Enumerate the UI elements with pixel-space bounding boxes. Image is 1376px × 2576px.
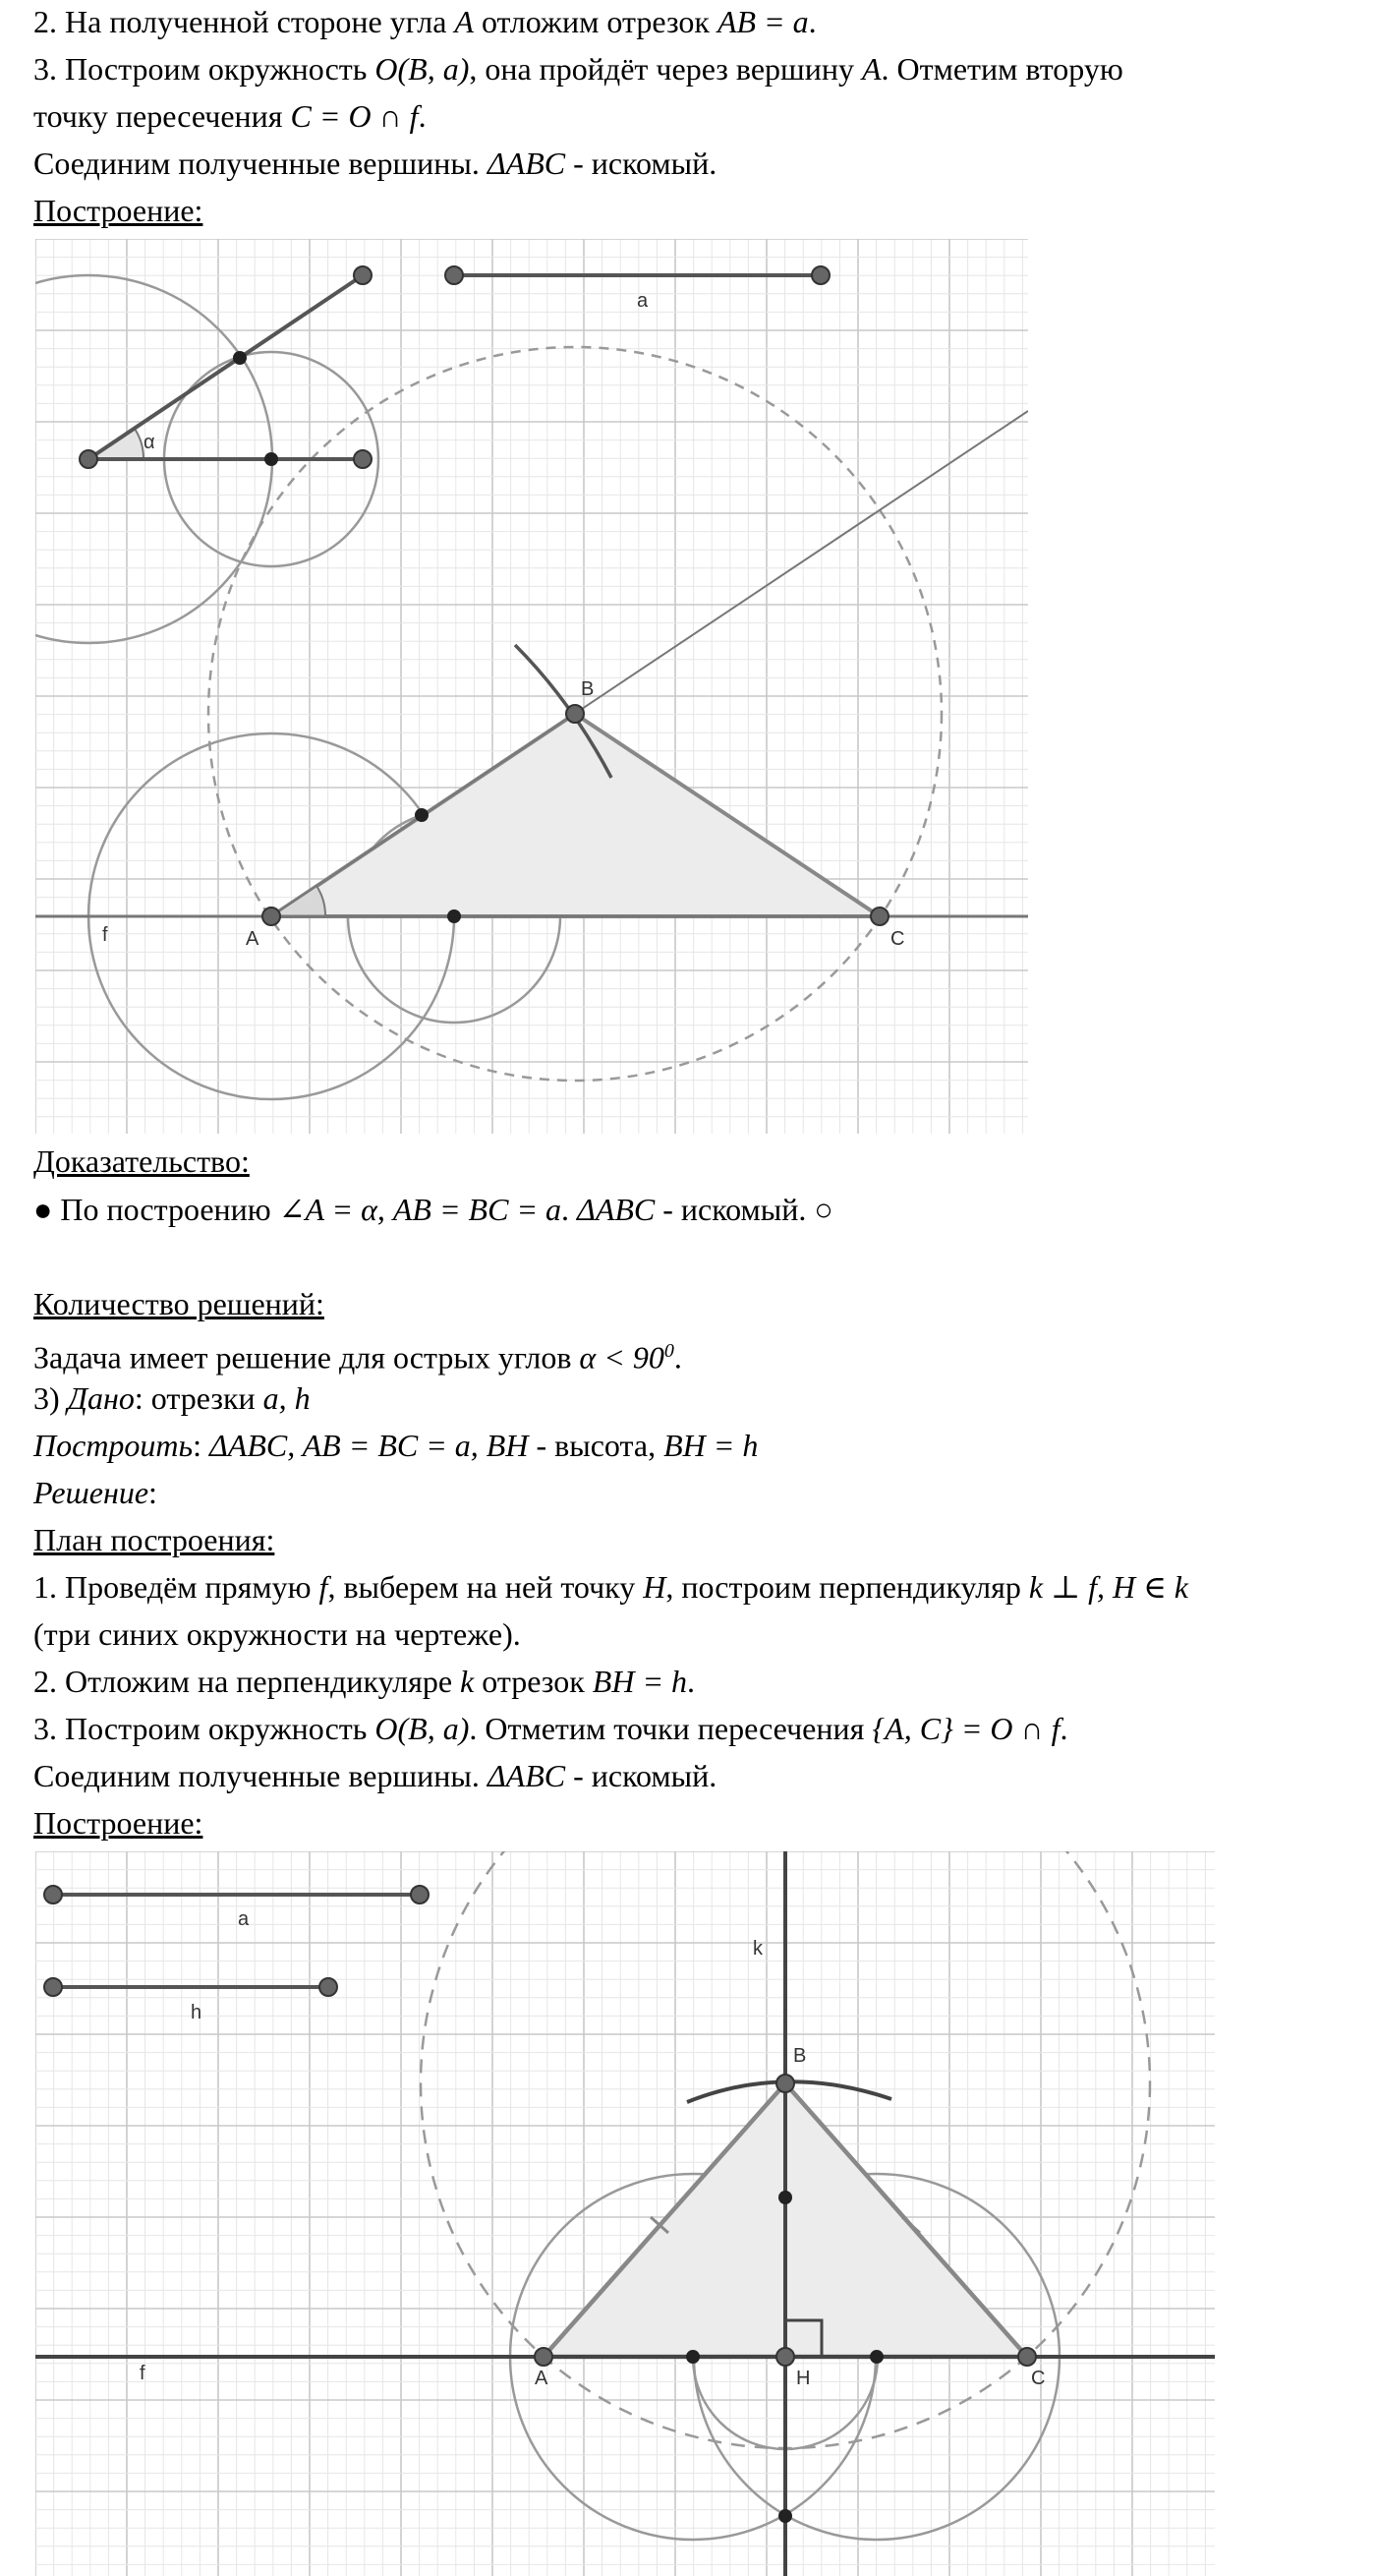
grid-2 xyxy=(35,1851,1215,2576)
point-A-2 xyxy=(535,2348,552,2366)
point-alpha-side-end xyxy=(354,450,372,468)
label-A-2: A xyxy=(535,2368,548,2389)
text-line-step-2: 2. На полученной стороне угла A отложим отрезок AB = a. xyxy=(33,4,817,39)
grid-1 xyxy=(35,239,1028,1134)
point-B xyxy=(566,705,584,723)
triangle-ABC xyxy=(271,714,880,916)
text-line-solutions: Задача имеет решение для острых углов $\alpha < 90^0$. xyxy=(33,1339,682,1376)
point-segment-a-end xyxy=(812,266,830,284)
label-f-2: f xyxy=(140,2363,145,2384)
label-a-2: a xyxy=(238,1908,250,1930)
text-line-plan-1-cont: (три синих окружности на чертеже). xyxy=(33,1616,521,1652)
point-h-start xyxy=(44,1978,62,1996)
point-A xyxy=(262,907,280,925)
point-alpha-ray-end xyxy=(354,266,372,284)
heading-construction-2: Построение: xyxy=(33,1805,203,1841)
point-a-end xyxy=(411,1886,429,1903)
label-a: a xyxy=(637,290,649,312)
point-intersection-3 xyxy=(415,808,429,822)
heading-solutions-count: Количество решений: xyxy=(33,1286,324,1321)
point-segment-a-start xyxy=(445,266,463,284)
point-f-left xyxy=(686,2350,700,2364)
label-alpha: α xyxy=(143,432,155,453)
text-line-plan-2: 2. Отложим на перпендикуляре k отрезок BH = h. xyxy=(33,1664,696,1699)
point-C xyxy=(871,907,889,925)
point-intersection-1 xyxy=(233,351,247,365)
text-line-step-3-cont: точку пересечения C = O ∩ f. xyxy=(33,98,427,134)
heading-plan: План построения: xyxy=(33,1522,275,1557)
point-H xyxy=(776,2348,794,2366)
label-A: A xyxy=(246,928,259,950)
label-f: f xyxy=(102,924,108,946)
text-line-step-3: 3. Построим окружность O(B, a), она пройдёт через вершину A. Отметим вторую xyxy=(33,51,1123,87)
label-B-2: B xyxy=(793,2045,807,2067)
point-perp-bottom xyxy=(778,2509,792,2523)
construction-figure-2 xyxy=(35,1851,1215,2576)
label-H: H xyxy=(796,2368,811,2389)
heading-construction-1: Построение: xyxy=(33,193,203,228)
point-h-end xyxy=(319,1978,337,1996)
text-line-given: 3) Дано: отрезки a, h xyxy=(33,1380,311,1416)
heading-proof: Доказательство: xyxy=(33,1143,250,1179)
point-C-2 xyxy=(1018,2348,1036,2366)
point-B-2 xyxy=(776,2075,794,2092)
point-alpha-vertex xyxy=(80,450,97,468)
point-intersection-4 xyxy=(447,909,461,923)
point-a-start xyxy=(44,1886,62,1903)
label-h: h xyxy=(191,2002,202,2023)
text-line-plan-1: 1. Проведём прямую f, выберем на ней точку H, построим перпендикуляр k ⊥ f, H ∈ k xyxy=(33,1569,1188,1605)
label-B: B xyxy=(581,678,595,700)
label-C-2: C xyxy=(1031,2368,1046,2389)
construction-figure-1 xyxy=(35,239,1028,1134)
label-k: k xyxy=(753,1938,763,1960)
text-line-solution: Решение: xyxy=(33,1475,157,1510)
text-line-connect-2: Соединим полученные вершины. ΔABC - искомый. xyxy=(33,1758,717,1793)
label-C: C xyxy=(890,928,905,950)
point-f-right xyxy=(870,2350,884,2364)
text-line-plan-3: 3. Построим окружность O(B, a). Отметим точки пересечения {A, C} = O ∩ f. xyxy=(33,1711,1068,1746)
point-intersection-2 xyxy=(264,452,278,466)
point-perp-top xyxy=(778,2191,792,2204)
text-line-construct: Построить: ΔABC, AB = BC = a, BH - высота, BH = h xyxy=(33,1428,759,1463)
text-line-connect: Соединим полученные вершины. ΔABC - искомый. xyxy=(33,146,717,181)
text-line-proof: ● По построению ∠A = α, AB = BC = a. ΔABC - искомый. ○ xyxy=(33,1192,833,1227)
